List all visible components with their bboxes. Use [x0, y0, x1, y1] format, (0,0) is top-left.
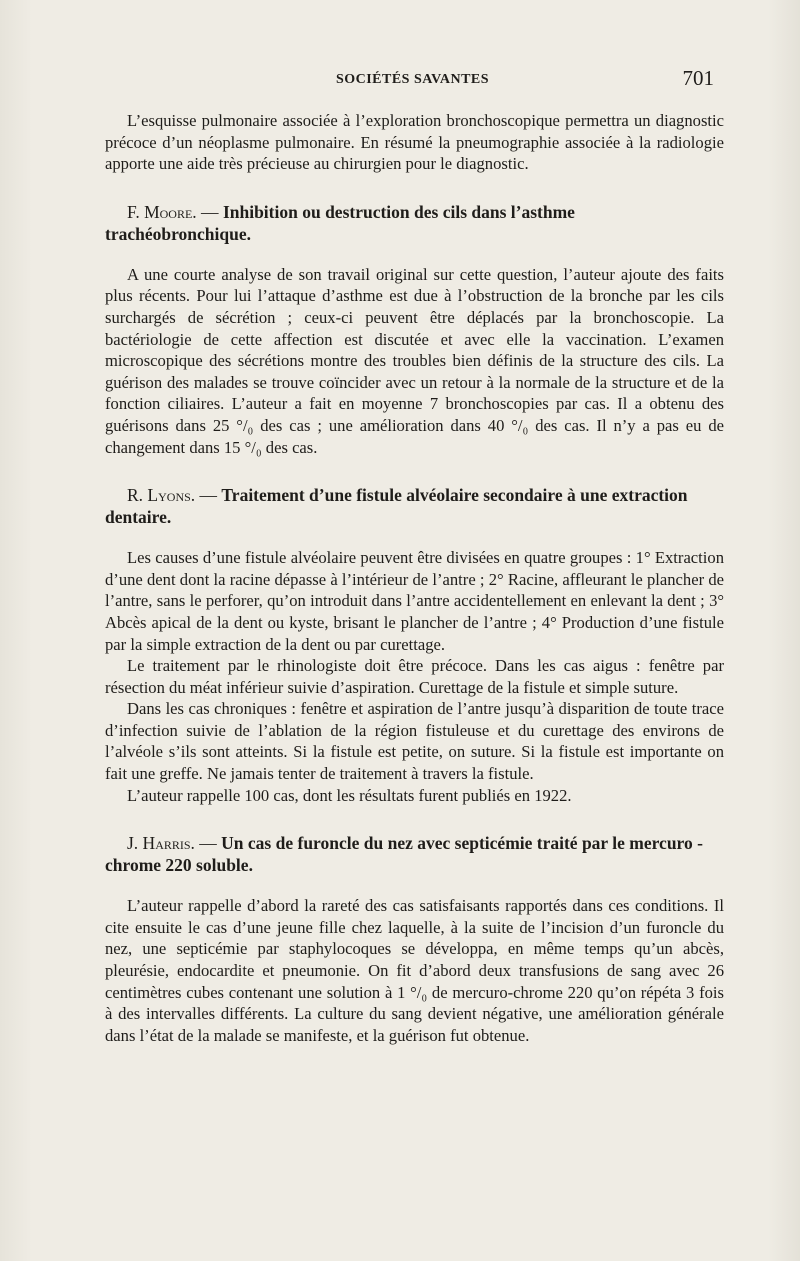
- section-paragraph: A une courte analyse de son travail original sur cette question, l’auteur ajoute des faits plus récents. Pour lui l’attaque d’asthme est due à l’obstruction de la bronche par les cils surchargés de sécrétion ; ceux-ci peuvent être déplacés par la bronchoscopie. La bactériologie de cette affection est discutée et avec elle la vaccination. L’examen microscopique des sécrétions montre des troubles bien définis de la structure des cils. La guérison des malades se trouve coïncider avec un retour à la normale de la structure et de la fonction ciliaires. L’auteur a fait en moyenne 7 bronchoscopies par cas. Il a obtenu des guérisons dans 25 °/₀ des cas ; une amélioration dans 40 °/₀ des cas. Il n’y a pas eu de changement dans 15 °/₀ des cas.: [105, 264, 724, 457]
- section-author: R. Lyons. —: [127, 485, 218, 506]
- section-paragraph: Dans les cas chroniques : fenêtre et aspiration de l’antre jusqu’à disparition de toute trace d’infection suivie de l’ablation de la région fistuleuse et du curettage des environs de l’alvéole s’ils sont atteints. Si la fistule est petite, on suture. Si la fistule est importante on fait une greffe. Ne jamais tenter de traitement à travers la fistule.: [105, 699, 724, 784]
- section-heading: [105, 484, 724, 528]
- section-moore: [105, 201, 724, 458]
- section-heading: [105, 832, 724, 876]
- section-paragraph: L’auteur rappelle d’abord la rareté des cas satisfaisants rapportés dans ces conditions. Il cite ensuite le cas d’une jeune fille chez laquelle, à la suite de l’incision d’un furoncle du nez, une septicémie par staphylocoques se développa, en même temps qu’un abcès, pleurésie, endocardite et pneumonie. On fit d’abord deux transfusions de sang avec 26 centimètres cubes contenant une solution à 1 °/₀ de mercuro-chrome 220 qu’on répéta 3 fois à des intervalles différents. La culture du sang devient négative, une amélioration générale dans l’état de la malade se manifeste, et la guérison fut obtenue.: [105, 896, 724, 1045]
- section-author: F. Moore. —: [127, 201, 219, 222]
- section-author: J. Harris. —: [127, 833, 217, 854]
- section-paragraph: Les causes d’une fistule alvéolaire peuvent être divisées en quatre groupes : 1° Extraction d’une dent dont la racine dépasse à l’intérieur de l’antre ; 2° Racine, affleurant le plancher de l’antre, sans le perforer, qu’on introduit dans l’antre accidentellement en enlevant la dent ; 3° Abcès apical de la dent ou kyste, brisant le plancher de l’antre ; 4° Production d’une fistule par la simple extraction de la dent ou par curettage.: [105, 548, 724, 654]
- section-title: Un cas de furoncle du nez avec septicémie traité par le mercuro - chrome 220 soluble.: [105, 833, 703, 876]
- section-paragraph: Le traitement par le rhinologiste doit être précoce. Dans les cas aigus : fenêtre par résection du méat inférieur suivie d’aspiration. Curettage de la fistule et simple suture.: [105, 656, 724, 697]
- page-number: 701: [682, 66, 714, 90]
- section-lyons: [105, 484, 724, 806]
- page-header: [105, 66, 720, 92]
- running-head: SOCIÉTÉS SAVANTES: [335, 72, 490, 87]
- section-title: Inhibition ou destruction des cils dans l’asthme trachéobronchique.: [105, 201, 575, 244]
- section-title: Traitement d’une fistule alvéolaire secondaire à une extraction dentaire.: [105, 485, 688, 528]
- intro-paragraph: L’esquisse pulmonaire associée à l’exploration bronchoscopique permettra un diagnostic précoce d’un néoplasme pulmonaire. En résumé la pneumographie associée à la radiologie apporte une aide très précieuse au chirurgien pour le diagnostic.: [105, 111, 724, 174]
- section-harris: [105, 832, 724, 1046]
- article-body: [105, 110, 724, 1046]
- section-heading: [105, 201, 724, 245]
- section-paragraph: L’auteur rappelle 100 cas, dont les résultats furent publiés en 1922.: [127, 785, 572, 805]
